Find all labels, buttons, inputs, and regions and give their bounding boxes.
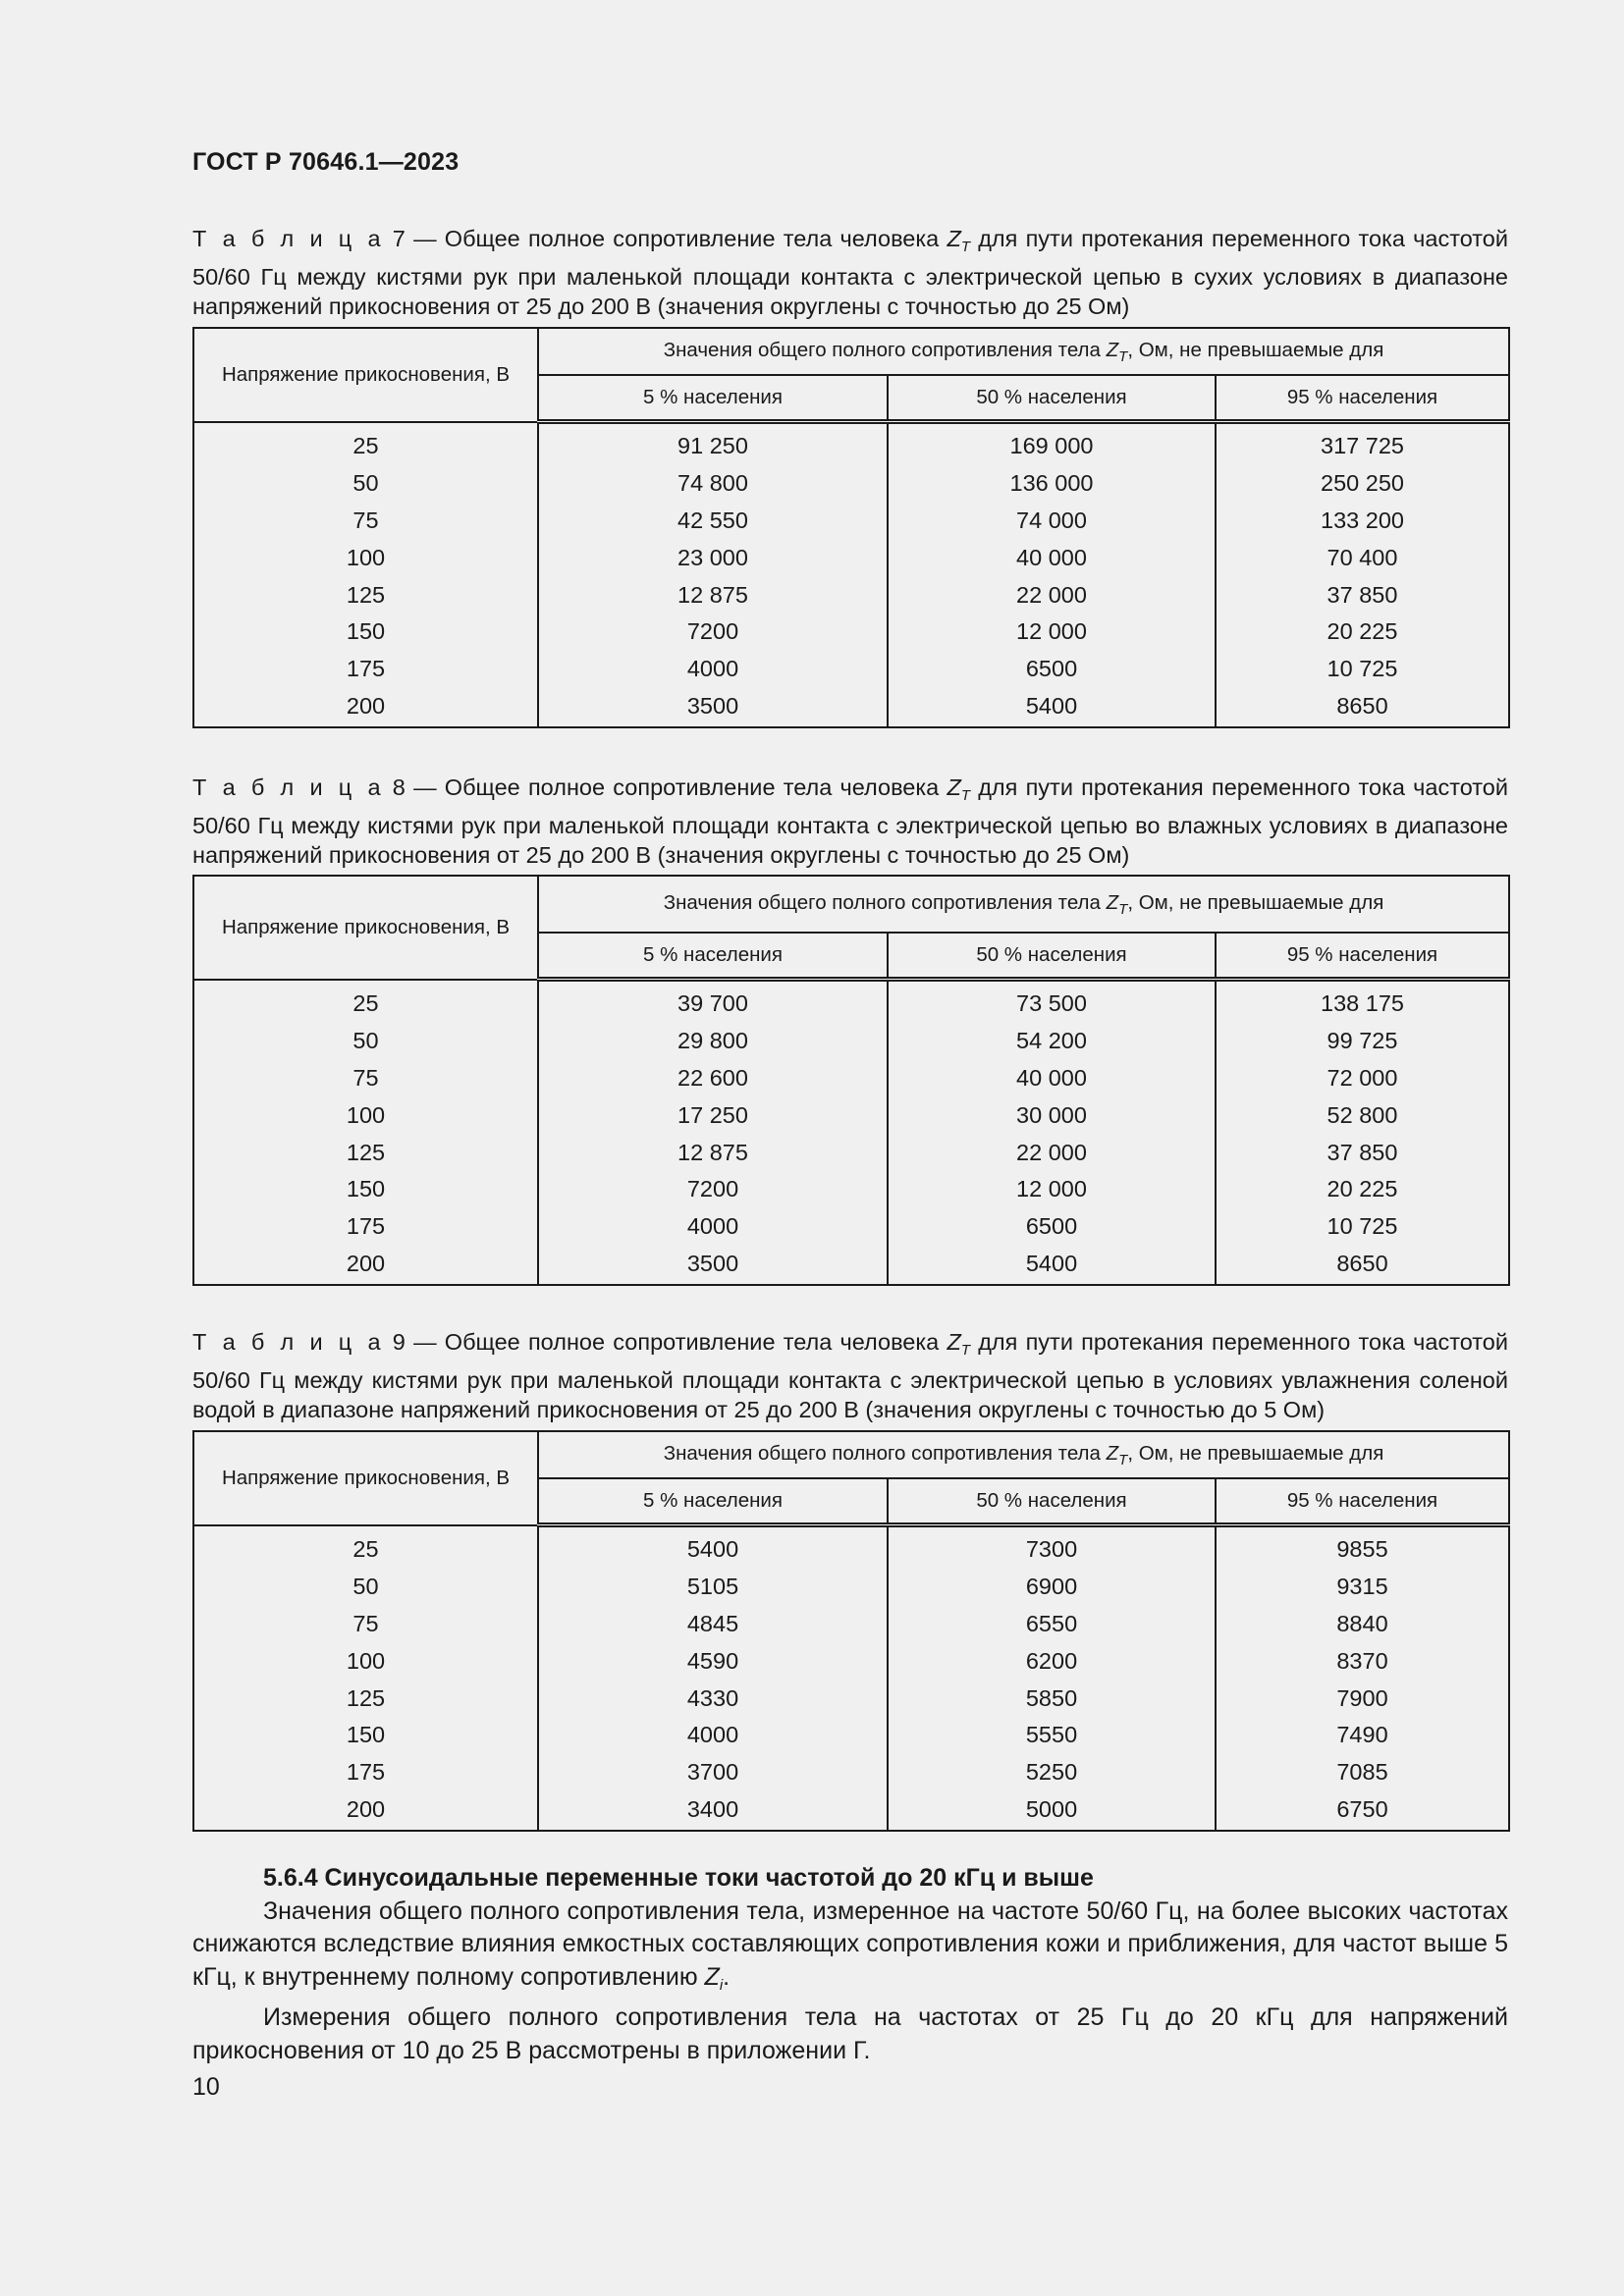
voltage-cell: 75 xyxy=(193,503,538,540)
table-row xyxy=(193,1246,1509,1286)
voltage-cell: 175 xyxy=(193,1754,538,1791)
value-5-percent-cell: 91 250 xyxy=(538,422,888,465)
table-label: Т а б л и ц а xyxy=(192,226,385,251)
value-5-percent-cell: 5400 xyxy=(538,1525,888,1569)
table-row xyxy=(193,1791,1509,1832)
table-row xyxy=(193,1642,1509,1680)
voltage-cell: 200 xyxy=(193,1791,538,1832)
col-header-group: Значения общего полного сопротивления тела $Z_T$, Ом, не превышаемые для xyxy=(538,328,1509,375)
col-header-voltage: Напряжение прикосновения, В xyxy=(193,328,538,422)
table-9-caption xyxy=(192,1327,1508,1424)
value-50-percent-cell: 5400 xyxy=(888,1246,1216,1286)
caption-text: — Общее полное сопротивление тела человека xyxy=(413,226,940,251)
table-row xyxy=(193,1208,1509,1246)
col-header-50-percent: 50 % населения xyxy=(888,933,1216,980)
table-row xyxy=(193,539,1509,576)
value-50-percent-cell: 40 000 xyxy=(888,1060,1216,1097)
voltage-cell: 125 xyxy=(193,576,538,614)
voltage-cell: 150 xyxy=(193,1171,538,1208)
value-5-percent-cell: 22 600 xyxy=(538,1060,888,1097)
table-number: 9 xyxy=(392,1329,406,1355)
voltage-cell: 75 xyxy=(193,1606,538,1643)
section-5-6-4 xyxy=(192,1862,1508,2067)
value-50-percent-cell: 74 000 xyxy=(888,503,1216,540)
table-row xyxy=(193,1134,1509,1171)
value-50-percent-cell: 22 000 xyxy=(888,1134,1216,1171)
section-title: 5.6.4 Синусоидальные переменные токи частотой до 20 кГц и выше xyxy=(263,1864,1094,1892)
col-header-5-percent: 5 % населения xyxy=(538,933,888,980)
value-5-percent-cell: 3500 xyxy=(538,688,888,728)
value-50-percent-cell: 30 000 xyxy=(888,1096,1216,1134)
value-5-percent-cell: 12 875 xyxy=(538,576,888,614)
voltage-cell: 200 xyxy=(193,1246,538,1286)
table-row xyxy=(193,1606,1509,1643)
voltage-cell: 50 xyxy=(193,1023,538,1060)
voltage-cell: 150 xyxy=(193,614,538,651)
value-50-percent-cell: 6550 xyxy=(888,1606,1216,1643)
voltage-cell: 125 xyxy=(193,1134,538,1171)
voltage-cell: 50 xyxy=(193,465,538,503)
value-95-percent-cell: 9315 xyxy=(1216,1569,1509,1606)
caption-text: — Общее полное сопротивление тела человека xyxy=(413,1329,940,1355)
value-95-percent-cell: 70 400 xyxy=(1216,539,1509,576)
value-95-percent-cell: 72 000 xyxy=(1216,1060,1509,1097)
value-50-percent-cell: 12 000 xyxy=(888,1171,1216,1208)
voltage-cell: 100 xyxy=(193,539,538,576)
value-50-percent-cell: 6200 xyxy=(888,1642,1216,1680)
value-95-percent-cell: 138 175 xyxy=(1216,980,1509,1023)
value-50-percent-cell: 5850 xyxy=(888,1680,1216,1717)
col-header-voltage: Напряжение прикосновения, В xyxy=(193,1431,538,1525)
table-row xyxy=(193,422,1509,465)
table-8-caption xyxy=(192,773,1508,870)
col-header-50-percent: 50 % населения xyxy=(888,1478,1216,1525)
col-header-95-percent: 95 % населения xyxy=(1216,375,1509,422)
value-50-percent-cell: 5250 xyxy=(888,1754,1216,1791)
voltage-cell: 75 xyxy=(193,1060,538,1097)
table-7-caption xyxy=(192,224,1508,321)
section-paragraph-2: Измерения общего полного сопротивления тела на частотах от 25 Гц до 20 кГц для напряжений прикосновения от 10 до 25 В рассмотрены в приложении Г. xyxy=(192,2003,1508,2064)
col-header-5-percent: 5 % населения xyxy=(538,375,888,422)
table-number: 7 xyxy=(392,226,406,251)
value-95-percent-cell: 52 800 xyxy=(1216,1096,1509,1134)
table-row xyxy=(193,1096,1509,1134)
value-50-percent-cell: 5000 xyxy=(888,1791,1216,1832)
value-50-percent-cell: 40 000 xyxy=(888,539,1216,576)
table-row xyxy=(193,980,1509,1023)
value-95-percent-cell: 8650 xyxy=(1216,688,1509,728)
table-row xyxy=(193,1754,1509,1791)
table-row xyxy=(193,651,1509,688)
value-95-percent-cell: 7085 xyxy=(1216,1754,1509,1791)
table-row xyxy=(193,614,1509,651)
value-5-percent-cell: 3400 xyxy=(538,1791,888,1832)
value-95-percent-cell: 10 725 xyxy=(1216,651,1509,688)
voltage-cell: 100 xyxy=(193,1642,538,1680)
value-5-percent-cell: 4000 xyxy=(538,651,888,688)
value-95-percent-cell: 6750 xyxy=(1216,1791,1509,1832)
section-paragraph-1: Значения общего полного сопротивления тела, измеренное на частоте 50/60 Гц, на более высоких частотах снижаются вследствие влияния емкостных составляющих сопротивления кожи и приближения, для частот выше 5 кГц, к внутреннему полному сопротивлению $Z_i$. xyxy=(192,1896,1508,1994)
value-50-percent-cell: 22 000 xyxy=(888,576,1216,614)
value-95-percent-cell: 20 225 xyxy=(1216,614,1509,651)
col-header-voltage: Напряжение прикосновения, В xyxy=(193,876,538,980)
table-label: Т а б л и ц а xyxy=(192,774,385,800)
table-number: 8 xyxy=(392,774,406,800)
value-5-percent-cell: 17 250 xyxy=(538,1096,888,1134)
value-5-percent-cell: 4845 xyxy=(538,1606,888,1643)
col-header-50-percent: 50 % населения xyxy=(888,375,1216,422)
voltage-cell: 25 xyxy=(193,1525,538,1569)
value-95-percent-cell: 9855 xyxy=(1216,1525,1509,1569)
table-row xyxy=(193,688,1509,728)
table-row xyxy=(193,1680,1509,1717)
table-row xyxy=(193,1060,1509,1097)
value-5-percent-cell: 4000 xyxy=(538,1717,888,1754)
value-5-percent-cell: 4330 xyxy=(538,1680,888,1717)
value-50-percent-cell: 6500 xyxy=(888,1208,1216,1246)
value-95-percent-cell: 250 250 xyxy=(1216,465,1509,503)
document-header: ГОСТ Р 70646.1—2023 xyxy=(192,148,460,176)
value-5-percent-cell: 39 700 xyxy=(538,980,888,1023)
table-7 xyxy=(192,327,1510,728)
internal-impedance-symbol: $Z_i$ xyxy=(704,1962,724,1994)
table-row xyxy=(193,1171,1509,1208)
value-5-percent-cell: 3700 xyxy=(538,1754,888,1791)
caption-text-cont: для пути протекания переменного тока частотой 50/60 Гц между кистями рук при маленькой площади контакта с электрической цепью во влажных условиях в диапазоне напряжений прикосновения от 25 до 200 В (значения округлены с точностью до 25 Ом) xyxy=(192,774,1508,868)
value-95-percent-cell: 7490 xyxy=(1216,1717,1509,1754)
voltage-cell: 175 xyxy=(193,1208,538,1246)
value-50-percent-cell: 5550 xyxy=(888,1717,1216,1754)
table-row xyxy=(193,1717,1509,1754)
table-row xyxy=(193,503,1509,540)
col-header-5-percent: 5 % населения xyxy=(538,1478,888,1525)
voltage-cell: 25 xyxy=(193,422,538,465)
value-5-percent-cell: 12 875 xyxy=(538,1134,888,1171)
caption-text-cont: для пути протекания переменного тока частотой 50/60 Гц между кистями рук при маленькой площади контакта с электрической цепью в условиях увлажнения соленой водой в диапазоне напряжений прикосновения от 25 до 200 В (значения округлены с точностью до 5 Ом) xyxy=(192,1329,1508,1422)
value-95-percent-cell: 8840 xyxy=(1216,1606,1509,1643)
value-50-percent-cell: 6500 xyxy=(888,651,1216,688)
value-50-percent-cell: 54 200 xyxy=(888,1023,1216,1060)
table-row xyxy=(193,1023,1509,1060)
impedance-symbol: $Z_T$ xyxy=(947,774,970,804)
caption-text: — Общее полное сопротивление тела человека xyxy=(413,774,940,800)
value-5-percent-cell: 42 550 xyxy=(538,503,888,540)
voltage-cell: 200 xyxy=(193,688,538,728)
col-header-group: Значения общего полного сопротивления тела $Z_T$, Ом, не превышаемые для xyxy=(538,1431,1509,1478)
voltage-cell: 25 xyxy=(193,980,538,1023)
col-header-group: Значения общего полного сопротивления тела $Z_T$, Ом, не превышаемые для xyxy=(538,876,1509,933)
value-95-percent-cell: 8650 xyxy=(1216,1246,1509,1286)
value-5-percent-cell: 29 800 xyxy=(538,1023,888,1060)
value-5-percent-cell: 74 800 xyxy=(538,465,888,503)
value-5-percent-cell: 4000 xyxy=(538,1208,888,1246)
value-5-percent-cell: 5105 xyxy=(538,1569,888,1606)
voltage-cell: 50 xyxy=(193,1569,538,1606)
value-95-percent-cell: 37 850 xyxy=(1216,1134,1509,1171)
value-95-percent-cell: 20 225 xyxy=(1216,1171,1509,1208)
voltage-cell: 100 xyxy=(193,1096,538,1134)
table-row xyxy=(193,465,1509,503)
table-9 xyxy=(192,1430,1510,1832)
value-50-percent-cell: 73 500 xyxy=(888,980,1216,1023)
value-50-percent-cell: 6900 xyxy=(888,1569,1216,1606)
value-95-percent-cell: 99 725 xyxy=(1216,1023,1509,1060)
value-50-percent-cell: 7300 xyxy=(888,1525,1216,1569)
voltage-cell: 125 xyxy=(193,1680,538,1717)
value-5-percent-cell: 7200 xyxy=(538,1171,888,1208)
value-5-percent-cell: 3500 xyxy=(538,1246,888,1286)
caption-text-cont: для пути протекания переменного тока частотой 50/60 Гц между кистями рук при маленькой площади контакта с электрической цепью в сухих условиях в диапазоне напряжений прикосновения от 25 до 200 В (значения округлены с точностью до 25 Ом) xyxy=(192,226,1508,319)
table-label: Т а б л и ц а xyxy=(192,1329,385,1355)
value-50-percent-cell: 12 000 xyxy=(888,614,1216,651)
value-95-percent-cell: 317 725 xyxy=(1216,422,1509,465)
value-95-percent-cell: 7900 xyxy=(1216,1680,1509,1717)
value-50-percent-cell: 5400 xyxy=(888,688,1216,728)
value-50-percent-cell: 169 000 xyxy=(888,422,1216,465)
impedance-symbol: $Z_T$ xyxy=(947,1329,970,1359)
value-5-percent-cell: 23 000 xyxy=(538,539,888,576)
value-95-percent-cell: 8370 xyxy=(1216,1642,1509,1680)
value-5-percent-cell: 4590 xyxy=(538,1642,888,1680)
value-95-percent-cell: 10 725 xyxy=(1216,1208,1509,1246)
voltage-cell: 175 xyxy=(193,651,538,688)
table-row xyxy=(193,1525,1509,1569)
value-95-percent-cell: 37 850 xyxy=(1216,576,1509,614)
value-5-percent-cell: 7200 xyxy=(538,614,888,651)
table-row xyxy=(193,1569,1509,1606)
col-header-95-percent: 95 % населения xyxy=(1216,933,1509,980)
value-95-percent-cell: 133 200 xyxy=(1216,503,1509,540)
value-50-percent-cell: 136 000 xyxy=(888,465,1216,503)
table-8 xyxy=(192,875,1510,1286)
page-number: 10 xyxy=(192,2073,220,2101)
impedance-symbol: $Z_T$ xyxy=(947,226,970,255)
col-header-95-percent: 95 % населения xyxy=(1216,1478,1509,1525)
voltage-cell: 150 xyxy=(193,1717,538,1754)
table-row xyxy=(193,576,1509,614)
